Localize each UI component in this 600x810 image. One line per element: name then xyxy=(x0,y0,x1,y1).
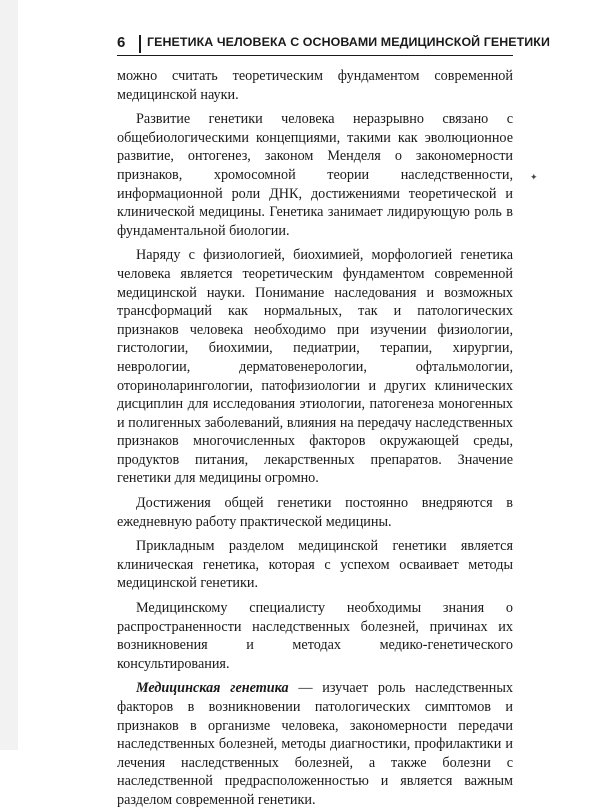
paragraph: Развитие генетики человека неразрывно связано с общебиологическими концепциями, такими как эволюционное развитие, онтогенез, законом Менделя о закономерности признаков, хромосомной теории наследственности, информационной роли ДНК, достижениями теоретической и клинической медицины. Генетика занимает лидирующую роль в фундаментальной биологии. xyxy=(117,111,513,239)
definition-paragraph xyxy=(117,679,513,809)
body-text xyxy=(117,67,513,810)
paragraph-continuation: можно считать теоретическим фундаментом современной медицинской науки. xyxy=(117,68,513,103)
scan-speck: ✦ xyxy=(530,172,538,182)
paragraph: Медицинскому специалисту необходимы знания о распространенности наследственных болезней, причинах их возникновения и методах медико-генетического консультирования. xyxy=(117,600,513,672)
scan-edge xyxy=(0,0,18,750)
page-number: 6 xyxy=(117,34,126,51)
paragraph: Наряду с физиологией, биохимией, морфологией генетика человека является теоретическим фундаментом современной медицинской науки. Понимание наследования и возможных трансформаций как нормальных, так и патологических признаков человека необходимо при изучении физиологии, гистологии, биохимии, педиатрии, терапии, хирургии, неврологии, дерматовенерологии, офтальмологии, оториноларингологии, патофизиологии и других клинических дисциплин для исследования этиологии, патогенеза моногенных и полигенных заболеваний, влияния на передачу наследственных признаков многочисленных факторов окружающей среды, продуктов питания, лекарственных препаратов. Значение генетики для медицины огромно. xyxy=(117,247,513,487)
running-header xyxy=(117,33,550,56)
definition-text: — изучает роль наследственных факторов в возникновении патологических симптомов и признаков в организме человека, закономерности передачи наследственных болезней, методы диагностики, профилактики и лечения наследственных болезней, а также болезни с наследственной предрасположенностью и является важным разделом современной генетики. xyxy=(117,680,513,808)
paragraph: Достижения общей генетики постоянно внедряются в ежедневную работу практической медицины. xyxy=(117,495,513,530)
header-divider xyxy=(139,35,141,53)
definition-term: Медицинская генетика xyxy=(136,680,289,697)
running-title: ГЕНЕТИКА ЧЕЛОВЕКА С ОСНОВАМИ МЕДИЦИНСКОЙ ГЕНЕТИКИ xyxy=(147,35,550,49)
paragraph: Прикладным разделом медицинской генетики является клиническая генетика, которая с успехом осваивает методы медицинской генетики. xyxy=(117,538,513,592)
